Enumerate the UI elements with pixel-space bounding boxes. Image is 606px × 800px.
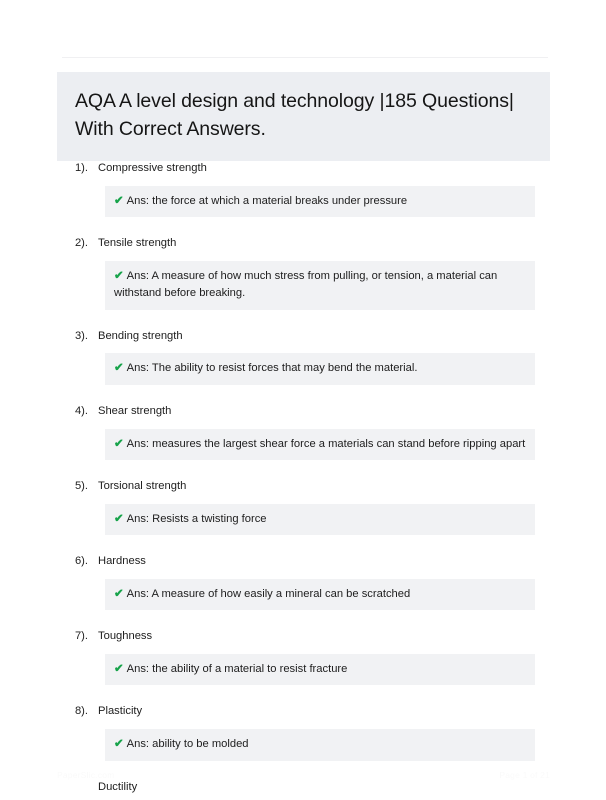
question-term: Hardness	[98, 555, 146, 568]
answer-body: Ans: the ability of a material to resist fracture	[126, 663, 348, 676]
question-number: 1).	[74, 162, 88, 174]
question-item	[0, 328, 606, 385]
answer-text	[114, 736, 526, 753]
header-divider	[62, 57, 548, 58]
answer-body: Ans: A measure of how easily a mineral can be scratched	[126, 587, 411, 600]
question-number: 3).	[74, 329, 88, 342]
question-item	[0, 235, 606, 310]
answer-body: Ans: measures the largest shear force a materials can stand before ripping apart	[126, 437, 526, 450]
question-row	[0, 328, 606, 345]
question-number: 5).	[74, 479, 88, 492]
answer-box	[105, 579, 535, 610]
question-item	[0, 553, 606, 610]
answer-box	[105, 729, 535, 760]
question-item	[0, 478, 606, 535]
answer-text	[114, 511, 526, 528]
question-term: Toughness	[98, 630, 153, 643]
answer-box	[105, 186, 535, 217]
answer-text	[114, 193, 526, 210]
question-row	[0, 703, 606, 720]
page-footer	[57, 770, 550, 780]
question-list	[0, 160, 606, 795]
question-number: 4).	[74, 404, 88, 417]
check-icon: ✔	[114, 269, 124, 282]
question-row	[0, 160, 606, 177]
question-number: 2).	[74, 237, 88, 250]
answer-box	[105, 261, 535, 310]
question-item	[0, 403, 606, 460]
check-icon: ✔	[114, 362, 124, 375]
question-item	[0, 628, 606, 685]
check-icon: ✔	[114, 512, 124, 525]
check-icon: ✔	[114, 437, 124, 450]
answer-body: Ans: Resists a twisting force	[126, 512, 267, 525]
question-term: Tensile strength	[98, 237, 177, 250]
answer-body: Ans: the force at which a material breaks under pressure	[126, 194, 408, 207]
answer-body: Ans: A measure of how much stress from pulling, or tension, a material can withstand before breaking.	[114, 269, 498, 300]
footer-brand-watermark: PaperSlic.com	[57, 770, 115, 780]
question-row	[0, 553, 606, 570]
question-item	[0, 160, 606, 217]
answer-box	[105, 504, 535, 535]
check-icon: ✔	[114, 194, 124, 207]
check-icon: ✔	[114, 663, 124, 676]
answer-box	[105, 429, 535, 460]
question-number: 7).	[74, 630, 88, 643]
question-row	[0, 628, 606, 645]
question-term: Plasticity	[98, 705, 143, 718]
answer-box	[105, 654, 535, 685]
question-term: Ductility	[98, 780, 138, 793]
answer-text	[114, 268, 526, 303]
question-term: Torsional strength	[98, 479, 187, 492]
answer-text	[114, 586, 526, 603]
question-term: Compressive strength	[98, 162, 207, 174]
document-title-block	[57, 72, 550, 161]
question-number: 6).	[74, 555, 88, 568]
question-row	[0, 779, 606, 796]
question-number: 8).	[74, 705, 88, 718]
answer-text	[114, 436, 526, 453]
page-title: AQA A level design and technology |185 Questions| With Correct Answers.	[75, 90, 514, 140]
question-row	[0, 478, 606, 495]
answer-text	[114, 661, 526, 678]
footer-page-number: Page 1 of 21	[499, 770, 550, 780]
question-item	[0, 779, 606, 796]
question-term: Shear strength	[98, 404, 172, 417]
question-row	[0, 403, 606, 420]
check-icon: ✔	[114, 738, 124, 751]
question-row	[0, 235, 606, 252]
answer-body: Ans: ability to be molded	[126, 738, 249, 751]
question-item	[0, 703, 606, 760]
answer-body: Ans: The ability to resist forces that may bend the material.	[126, 362, 418, 375]
question-term: Bending strength	[98, 329, 183, 342]
check-icon: ✔	[114, 587, 124, 600]
answer-box	[105, 353, 535, 384]
answer-text	[114, 360, 526, 377]
